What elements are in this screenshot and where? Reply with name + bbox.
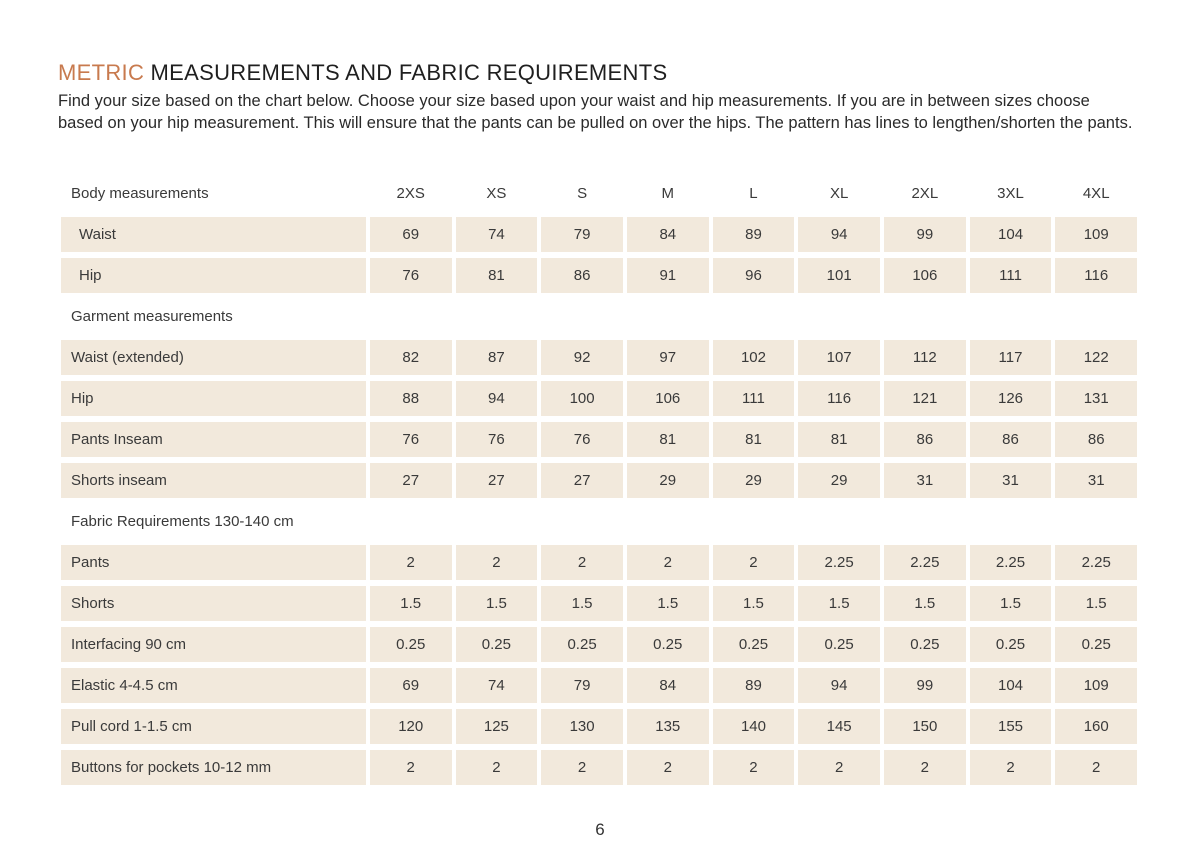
table-cell: 111 <box>970 258 1052 293</box>
size-header-3xl: 3XL <box>997 185 1024 202</box>
table-cell: 107 <box>798 340 880 375</box>
table-cell: 76 <box>541 422 623 457</box>
table-row <box>61 378 1141 419</box>
table-cell: 130 <box>541 709 623 744</box>
table-cell: 2 <box>713 545 795 580</box>
table-cell: 0.25 <box>456 627 538 662</box>
empty-cell <box>1055 504 1137 539</box>
table-cell: 116 <box>798 381 880 416</box>
table-cell: 27 <box>456 463 538 498</box>
size-header-xs: XS <box>486 185 507 202</box>
table-cell: 82 <box>370 340 452 375</box>
table-row <box>61 583 1141 624</box>
table-cell: 1.5 <box>798 586 880 621</box>
row-label: Hip <box>61 381 366 416</box>
table-cell: 89 <box>713 217 795 252</box>
table-cell: 102 <box>713 340 795 375</box>
table-row <box>61 337 1141 378</box>
table-cell: 81 <box>627 422 709 457</box>
table-cell: 86 <box>1055 422 1137 457</box>
table-cell: 101 <box>798 258 880 293</box>
table-cell: 76 <box>456 422 538 457</box>
table-cell: 116 <box>1055 258 1137 293</box>
table-cell: 29 <box>798 463 880 498</box>
table-cell: 76 <box>370 422 452 457</box>
empty-cell <box>456 504 538 539</box>
table-cell: 91 <box>627 258 709 293</box>
empty-cell <box>1055 299 1137 334</box>
table-cell: 79 <box>541 217 623 252</box>
empty-cell <box>370 299 452 334</box>
table-cell: 117 <box>970 340 1052 375</box>
table-cell: 92 <box>541 340 623 375</box>
table-cell: 109 <box>1055 217 1137 252</box>
section-header-row <box>61 296 1141 337</box>
table-cell: 27 <box>370 463 452 498</box>
table-cell: 2 <box>884 750 966 785</box>
table-cell: 120 <box>370 709 452 744</box>
section-header-row <box>61 501 1141 542</box>
row-label: Waist (extended) <box>61 340 366 375</box>
table-cell: 1.5 <box>456 586 538 621</box>
empty-cell <box>627 299 709 334</box>
table-cell: 81 <box>456 258 538 293</box>
table-cell: 125 <box>456 709 538 744</box>
table-row <box>61 747 1141 788</box>
table-cell: 94 <box>456 381 538 416</box>
empty-cell <box>541 299 623 334</box>
table-cell: 1.5 <box>541 586 623 621</box>
table-cell: 2 <box>627 545 709 580</box>
table-cell: 69 <box>370 668 452 703</box>
empty-cell <box>884 504 966 539</box>
table-cell: 81 <box>798 422 880 457</box>
table-cell: 0.25 <box>541 627 623 662</box>
size-header-4xl: 4XL <box>1082 185 1110 202</box>
table-cell: 2.25 <box>1055 545 1137 580</box>
table-cell: 27 <box>541 463 623 498</box>
row-label: Hip <box>61 258 366 293</box>
table-cell: 0.25 <box>713 627 795 662</box>
table-cell: 1.5 <box>627 586 709 621</box>
row-label: Shorts inseam <box>61 463 366 498</box>
table-cell: 31 <box>970 463 1052 498</box>
table-cell: 2 <box>456 545 538 580</box>
empty-cell <box>713 299 795 334</box>
empty-cell <box>970 504 1052 539</box>
size-header-s: S <box>577 185 588 202</box>
table-cell: 109 <box>1055 668 1137 703</box>
table-cell: 126 <box>970 381 1052 416</box>
table-row <box>61 542 1141 583</box>
table-cell: 94 <box>798 217 880 252</box>
table-cell: 29 <box>627 463 709 498</box>
empty-cell <box>884 299 966 334</box>
table-row <box>61 214 1141 255</box>
table-cell: 74 <box>456 217 538 252</box>
table-cell: 89 <box>713 668 795 703</box>
table-cell: 0.25 <box>1055 627 1137 662</box>
size-header-xl: XL <box>829 185 849 202</box>
table-cell: 106 <box>627 381 709 416</box>
table-cell: 121 <box>884 381 966 416</box>
table-cell: 0.25 <box>970 627 1052 662</box>
empty-cell <box>541 504 623 539</box>
size-header-m: M <box>661 185 675 202</box>
table-cell: 1.5 <box>713 586 795 621</box>
table-cell: 96 <box>713 258 795 293</box>
table-cell: 104 <box>970 217 1052 252</box>
section-header-row <box>61 173 1141 214</box>
title-accent: METRIC <box>58 60 145 85</box>
table-cell: 2 <box>798 750 880 785</box>
table-cell: 112 <box>884 340 966 375</box>
table-cell: 2.25 <box>884 545 966 580</box>
table-cell: 76 <box>370 258 452 293</box>
section-heading: Fabric Requirements 130-140 cm <box>71 513 294 530</box>
section-heading: Body measurements <box>71 185 209 202</box>
table-cell: 84 <box>627 217 709 252</box>
table-cell: 131 <box>1055 381 1137 416</box>
table-cell: 2 <box>713 750 795 785</box>
page-number: 6 <box>595 820 605 839</box>
table-cell: 1.5 <box>1055 586 1137 621</box>
table-cell: 97 <box>627 340 709 375</box>
table-cell: 31 <box>884 463 966 498</box>
table-cell: 29 <box>713 463 795 498</box>
table-cell: 145 <box>798 709 880 744</box>
row-label: Waist <box>61 217 366 252</box>
table-row <box>61 255 1141 296</box>
size-header-2xl: 2XL <box>911 185 939 202</box>
table-cell: 155 <box>970 709 1052 744</box>
table-cell: 1.5 <box>884 586 966 621</box>
table-cell: 135 <box>627 709 709 744</box>
table-row <box>61 460 1141 501</box>
table-cell: 1.5 <box>370 586 452 621</box>
table-cell: 0.25 <box>627 627 709 662</box>
table-cell: 94 <box>798 668 880 703</box>
table-cell: 87 <box>456 340 538 375</box>
table-cell: 0.25 <box>370 627 452 662</box>
table-cell: 31 <box>1055 463 1137 498</box>
size-chart-table <box>61 173 1141 788</box>
table-cell: 2 <box>541 545 623 580</box>
page-title <box>58 60 667 86</box>
table-cell: 2 <box>970 750 1052 785</box>
table-cell: 79 <box>541 668 623 703</box>
table-cell: 86 <box>884 422 966 457</box>
table-cell: 86 <box>970 422 1052 457</box>
table-cell: 100 <box>541 381 623 416</box>
table-cell: 106 <box>884 258 966 293</box>
empty-cell <box>627 504 709 539</box>
table-cell: 84 <box>627 668 709 703</box>
row-label: Pants Inseam <box>61 422 366 457</box>
row-label: Buttons for pockets 10-12 mm <box>61 750 366 785</box>
empty-cell <box>370 504 452 539</box>
empty-cell <box>798 299 880 334</box>
row-label: Elastic 4-4.5 cm <box>61 668 366 703</box>
table-cell: 81 <box>713 422 795 457</box>
table-cell: 99 <box>884 217 966 252</box>
table-cell: 2 <box>370 750 452 785</box>
table-cell: 2.25 <box>798 545 880 580</box>
table-cell: 74 <box>456 668 538 703</box>
table-cell: 2.25 <box>970 545 1052 580</box>
title-rest: MEASUREMENTS AND FABRIC REQUIREMENTS <box>144 60 668 85</box>
table-cell: 160 <box>1055 709 1137 744</box>
row-label: Interfacing 90 cm <box>61 627 366 662</box>
table-cell: 2 <box>1055 750 1137 785</box>
size-header-l: L <box>749 185 758 202</box>
empty-cell <box>970 299 1052 334</box>
table-cell: 111 <box>713 381 795 416</box>
table-cell: 140 <box>713 709 795 744</box>
table-row <box>61 624 1141 665</box>
row-label: Pull cord 1-1.5 cm <box>61 709 366 744</box>
table-cell: 2 <box>627 750 709 785</box>
table-cell: 0.25 <box>884 627 966 662</box>
table-cell: 2 <box>456 750 538 785</box>
table-row <box>61 419 1141 460</box>
table-cell: 0.25 <box>798 627 880 662</box>
empty-cell <box>456 299 538 334</box>
row-label: Pants <box>61 545 366 580</box>
table-row <box>61 706 1141 747</box>
table-cell: 122 <box>1055 340 1137 375</box>
empty-cell <box>713 504 795 539</box>
table-cell: 99 <box>884 668 966 703</box>
size-header-2xs: 2XS <box>396 185 425 202</box>
table-cell: 1.5 <box>970 586 1052 621</box>
table-row <box>61 665 1141 706</box>
row-label: Shorts <box>61 586 366 621</box>
table-cell: 2 <box>370 545 452 580</box>
table-cell: 104 <box>970 668 1052 703</box>
table-cell: 150 <box>884 709 966 744</box>
empty-cell <box>798 504 880 539</box>
intro-paragraph: Find your size based on the chart below. Choose your size based upon your waist and hip measurements. If you are in between sizes choose based on your hip measurement. This will ensure that the pants can be pulled on over the hips. The pattern has lines to lengthen/shorten the pants. <box>58 92 1133 132</box>
section-heading: Garment measurements <box>71 308 233 325</box>
table-cell: 86 <box>541 258 623 293</box>
table-cell: 88 <box>370 381 452 416</box>
table-cell: 2 <box>541 750 623 785</box>
table-cell: 69 <box>370 217 452 252</box>
